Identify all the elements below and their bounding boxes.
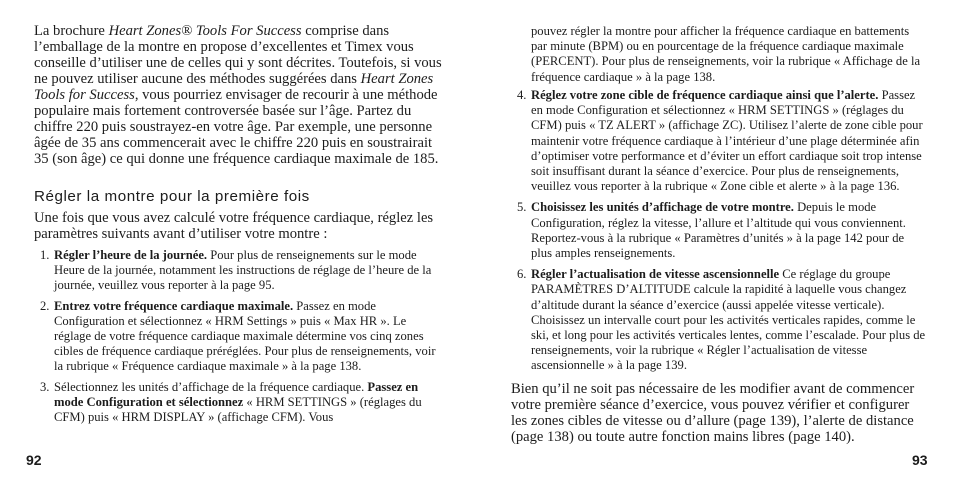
item-number: 1. (40, 248, 50, 262)
list-item (511, 200, 927, 261)
right-page (511, 0, 927, 477)
item-text: Ce réglage du groupe PARAMÈTRES D’ALTITUDE calcule la rapidité à laquelle vous changez d’altitude durant la séance d’exercice (aussi appelée vitesse verticale). Choisissez un intervalle court pour les activités verticales rapides, comme le ski, et long pour les activités verticales lentes, comme l’escalade. Pour plus de renseignements, voir la rubrique « Régler l’actualisation de vitesse ascensionnelle » à la page 139. (531, 267, 926, 373)
page-number-left: 92 (26, 452, 42, 468)
intro-brochure-title-2: Heart Zones Tools for Success (34, 71, 434, 103)
item-pre-text: Sélectionnez les unités d’affichage de la fréquence cardiaque. (54, 379, 368, 394)
item-title: Entrez votre fréquence cardiaque maximale. (54, 298, 294, 313)
list-item (34, 299, 446, 375)
intro-text-2: comprise dans l’emballage de la montre en propose d’excellentes et Timex vous conseille d’utiliser une de celles qui y sont décrites. Toutefois, si vous ne pouvez utiliser aucune des méthodes suggérées dans (34, 23, 442, 87)
item-text: Passez en mode Configuration et sélectionnez « HRM Settings » puis « Max HR ». Le réglage de votre fréquence cardiaque maximale détermine vos cinq zones cibles de fréquence cardiaque préréglées. Pour plus de renseignements, voir la rubrique « Fréquence cardiaque maximale » à la page 138. (54, 298, 436, 374)
intro-paragraph (34, 23, 446, 167)
page-number-right: 93 (912, 452, 928, 468)
outro-paragraph: Bien qu’il ne soit pas nécessaire de les modifier avant de commencer votre première séance d’exercice, vous pouvez vérifier et configurer les zones cibles de vitesse ou d’allure (page 139), l’alerte de distance (page 138) ou toute autre fonction mains libres (page 140). (511, 381, 915, 445)
list-item (34, 248, 446, 294)
item-number: 5. (517, 200, 527, 215)
list-item (34, 380, 446, 426)
section-heading: Régler la montre pour la première fois (34, 188, 310, 205)
item-text: Depuis le mode Configuration, réglez la vitesse, l’allure et l’altitude qui vous conviennent. Reportez-vous à la rubrique « Paramètres d’unités » à la page 142 pour de plus amples renseignements. (531, 200, 906, 261)
item-title: Régler l’actualisation de vitesse ascensionnelle (531, 267, 780, 282)
item-title: Réglez votre zone cible de fréquence cardiaque ainsi que l’alerte. (531, 88, 879, 102)
continuation-paragraph: pouvez régler la montre pour afficher la fréquence cardiaque en battements par minute (BPM) ou en pourcentage de la fréquence cardiaque maximale (PERCENT). Pour plus de renseignements, voir la rubrique « Affichage de la fréquence cardiaque » à la page 138. (531, 24, 921, 84)
item-title: Régler l’heure de la journée. (54, 248, 208, 262)
item-number: 3. (40, 379, 50, 394)
item-number: 6. (517, 267, 527, 282)
steps-list-left (34, 248, 446, 430)
item-number: 4. (517, 88, 527, 102)
list-item (511, 88, 927, 194)
steps-list-right (511, 88, 927, 380)
item-text: Pour plus de renseignements sur le mode Heure de la journée, notamment les instructions de réglage de l’heure de la journée, veuillez vous reporter à la page 95. (54, 248, 432, 293)
intro-text-1: La brochure (34, 23, 109, 39)
left-page (34, 0, 446, 477)
intro-brochure-title: Heart Zones® Tools For Success (108, 23, 302, 39)
item-text: « HRM SETTINGS » (réglages du CFM) puis « HRM DISPLAY » (affichage CFM). Vous (54, 394, 422, 425)
item-title: Passez en mode Configuration et sélectionnez (54, 379, 419, 409)
list-item (511, 267, 927, 373)
item-number: 2. (40, 298, 50, 313)
item-title: Choisissez les unités d’affichage de votre montre. (531, 200, 794, 215)
lead-paragraph: Une fois que vous avez calculé votre fréquence cardiaque, réglez les paramètres suivants avant d’utiliser votre montre : (34, 210, 434, 242)
intro-text-3: , vous pourriez envisager de recourir à une méthode populaire mais fortement controversée basée sur l’âge. Partez du chiffre 220 puis soustrayez-en votre âge. Par exemple, une personne âgée de 35 ans commencerait avec le chiffre 220 puis en soustrairait 35 (son âge) ce qui donne une fréquence cardiaque maximale de 185. (34, 87, 439, 167)
item-text: Passez en mode Configuration et sélectionnez « HRM SETTINGS » (réglages du CFM) puis « TZ ALERT » (affichage ZC). Utilisez l’alerte de zone cible pour maintenir votre fréquence cardiaque à l’intérieur d’une plage déterminée afin d’optimiser votre performance et d’éviter un effort cardiaque soit trop intense soit insuffisant durant la séance d’exercice. Pour plus de renseignements, veuillez vous reporter à la rubrique « Zone cible et alerte » à la page 136. (531, 88, 923, 194)
